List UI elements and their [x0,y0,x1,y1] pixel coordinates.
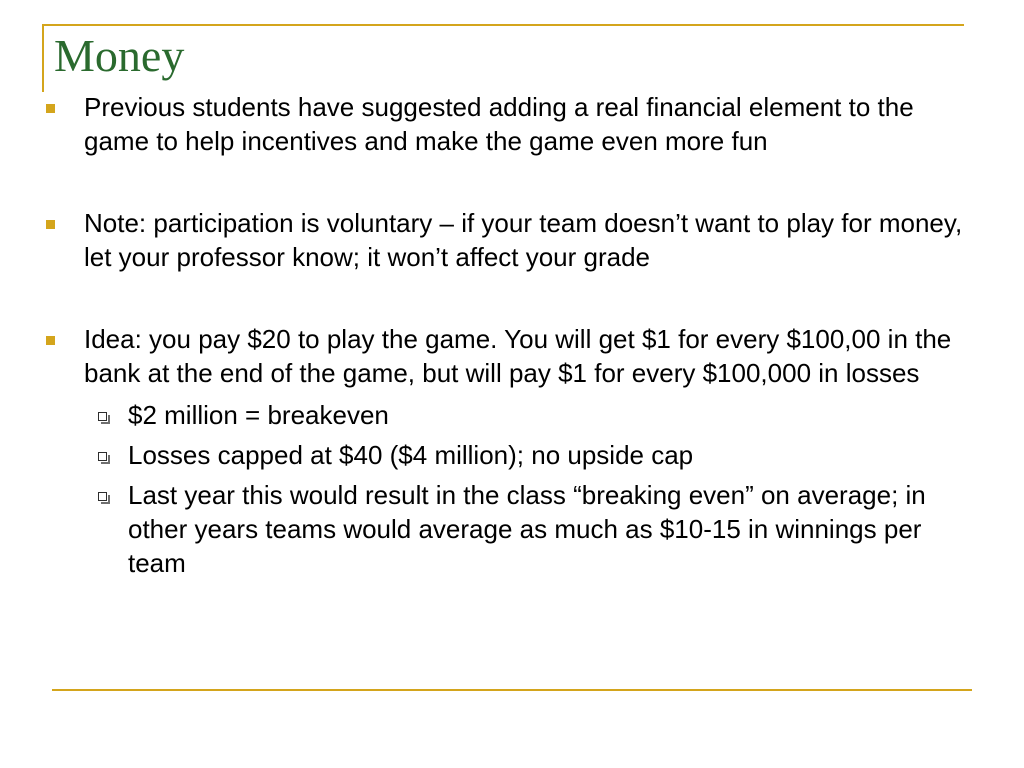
sub-bullet-text: Last year this would result in the class “breaking even” on average; in other years teams would average as much as $10-15 in winnings per team [128,480,926,578]
bullet-text: Previous students have suggested adding a real financial element to the game to help incentives and make the game even more fun [84,92,914,156]
box-bullet-icon [98,492,107,501]
bullet-item [44,90,964,158]
sub-bullet-item [84,478,964,580]
sub-bullet-item [84,438,964,472]
square-bullet-icon [46,220,55,229]
left-rule [42,24,44,92]
bullet-item [44,322,964,580]
bullet-text: Note: participation is voluntary – if your team doesn’t want to play for money, let your professor know; it won’t affect your grade [84,208,963,272]
bottom-rule [52,689,972,691]
sub-bullet-text: Losses capped at $40 ($4 million); no upside cap [128,440,694,470]
box-bullet-icon [98,452,107,461]
slide-body [44,90,964,586]
slide-title: Money [54,30,185,81]
bullet-item [44,206,964,274]
square-bullet-icon [46,336,55,345]
sub-bullet-list [84,398,964,580]
box-bullet-icon [98,412,107,421]
sub-bullet-text: $2 million = breakeven [128,400,389,430]
square-bullet-icon [46,104,55,113]
sub-bullet-item [84,398,964,432]
bullet-text: Idea: you pay $20 to play the game. You will get $1 for every $100,00 in the bank at the end of the game, but will pay $1 for every $100,000 in losses [84,324,952,388]
top-rule [42,24,964,26]
